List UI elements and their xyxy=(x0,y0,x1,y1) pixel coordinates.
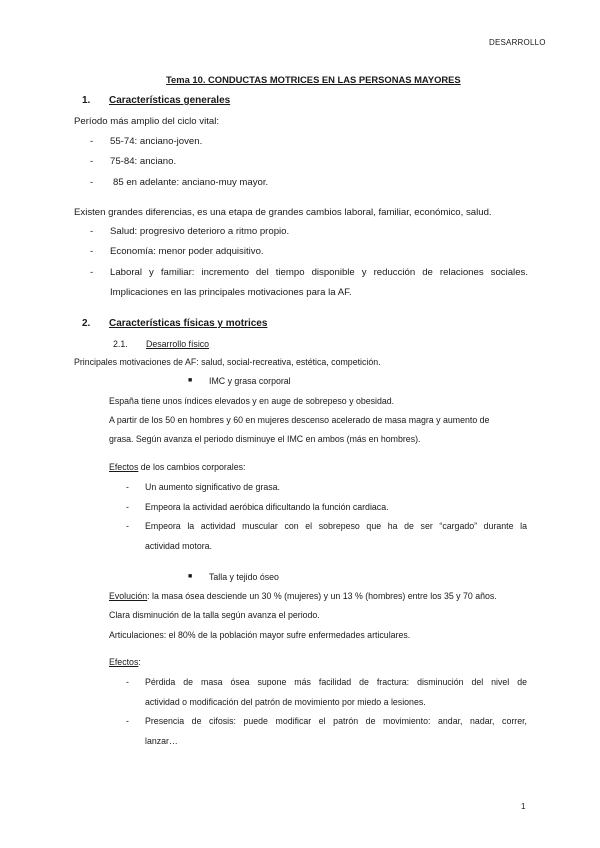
section-2-number: 2. xyxy=(82,318,91,329)
talla-effects-rest: : xyxy=(138,657,141,667)
square-bullet-icon: ■ xyxy=(188,573,193,580)
imc-effects-rest: de los cambios corporales: xyxy=(138,462,246,472)
list-item-stage-3: 85 en adelante: anciano-muy mayor. xyxy=(113,177,269,188)
imc-heading: IMC y grasa corporal xyxy=(209,376,291,386)
talla-paragraph-2: Clara disminución de la talla según avanza el periodo. xyxy=(109,610,320,620)
list-dash: - xyxy=(90,177,94,188)
list-item-change-2: Economía: menor poder adquisitivo. xyxy=(110,246,264,257)
imc-effect-3: Empeora la actividad muscular con el sobrepeso que ha de ser “cargado” durante la xyxy=(145,521,527,531)
imc-effect-3-cont: actividad motora. xyxy=(145,541,212,551)
section-1-heading: Características generales xyxy=(109,95,231,106)
imc-paragraph-2b: grasa. Según avanza el periodo disminuye el IMC en ambos (más en hombres). xyxy=(109,434,421,444)
section-1-number: 1. xyxy=(82,95,91,106)
section-1-intro: Período más amplio del ciclo vital: xyxy=(74,116,220,127)
imc-paragraph-1: España tiene unos índices elevados y en auge de sobrepeso y obesidad. xyxy=(109,396,395,406)
list-dash: - xyxy=(90,267,94,278)
talla-evolution xyxy=(109,591,497,601)
talla-effects-title xyxy=(109,657,141,667)
list-item-change-4: Implicaciones en las principales motivaciones para la AF. xyxy=(110,287,352,298)
motivations-text: Principales motivaciones de AF: salud, social-recreativa, estética, competición. xyxy=(74,357,381,367)
talla-effect-2: Presencia de cifosis: puede modificar el patrón de movimiento: andar, nadar, correr, xyxy=(145,716,527,726)
running-header: DESARROLLO xyxy=(489,38,546,47)
page-number: 1 xyxy=(521,802,526,811)
talla-effect-1: Pérdida de masa ósea supone más facilidad de fractura: disminución del nivel de xyxy=(145,677,527,687)
list-dash: - xyxy=(90,246,94,257)
list-dash: - xyxy=(90,156,94,167)
list-dash: - xyxy=(90,136,94,147)
imc-effects-title xyxy=(109,462,245,472)
talla-effects-label: Efectos xyxy=(109,657,139,667)
imc-effect-2: Empeora la actividad aeróbica dificultando la función cardiaca. xyxy=(145,502,389,512)
list-dash: - xyxy=(126,502,129,512)
talla-heading: Talla y tejido óseo xyxy=(209,572,279,582)
list-item-stage-2: 75-84: anciano. xyxy=(110,156,177,167)
changes-intro: Existen grandes diferencias, es una etapa de grandes cambios laboral, familiar, económico, salud. xyxy=(74,207,492,218)
list-item-change-3: Laboral y familiar: incremento del tiempo disponible y reducción de relaciones sociales. xyxy=(110,267,528,278)
list-dash: - xyxy=(126,716,129,726)
list-dash: - xyxy=(126,521,129,531)
imc-paragraph-2a: A partir de los 50 en hombres y 60 en mujeres descenso acelerado de masa magra y aumento de xyxy=(109,415,490,425)
section-2-heading: Características físicas y motrices xyxy=(109,318,268,329)
list-dash: - xyxy=(126,677,129,687)
list-dash: - xyxy=(90,226,94,237)
talla-evolution-rest: : la masa ósea desciende un 30 % (mujeres) y un 13 % (hombres) entre los 35 y 70 años. xyxy=(147,591,497,601)
talla-effect-2-cont: lanzar… xyxy=(145,736,178,746)
talla-effect-1-cont: actividad o modificación del patrón de movimiento por miedo a lesiones. xyxy=(145,697,426,707)
talla-paragraph-3: Articulaciones: el 80% de la población mayor sufre enfermedades articulares. xyxy=(109,630,411,640)
list-item-stage-1: 55-74: anciano-joven. xyxy=(110,136,203,147)
talla-evolution-label: Evolución xyxy=(109,591,148,601)
list-item-change-1: Salud: progresivo deterioro a ritmo propio. xyxy=(110,226,290,237)
page-title: Tema 10. CONDUCTAS MOTRICES EN LAS PERSONAS MAYORES xyxy=(166,74,461,85)
subsection-number: 2.1. xyxy=(113,339,128,349)
square-bullet-icon: ■ xyxy=(188,377,193,384)
imc-effects-label: Efectos xyxy=(109,462,139,472)
imc-effect-1: Un aumento significativo de grasa. xyxy=(145,482,280,492)
list-dash: - xyxy=(126,482,129,492)
subsection-heading: Desarrollo físico xyxy=(146,339,210,349)
